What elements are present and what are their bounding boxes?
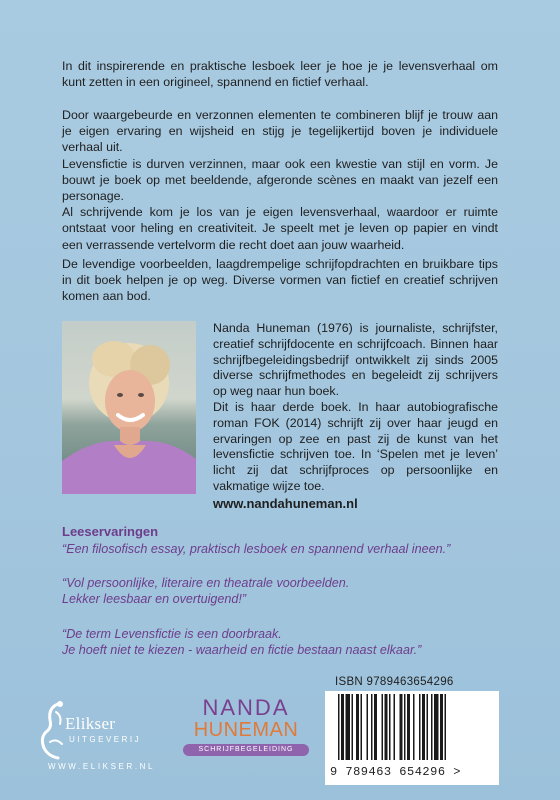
barcode-bar [440,694,443,760]
author-logo-line-2: HUNEMAN [193,719,299,741]
barcode-bar [427,694,429,760]
intro-paragraph-2-line: Door waargebeurde en verzonnen elementen te combineren blijf je trouw aan je eigen ervaring en wijsheid en stijg je tegelijkertijd boven je individuele verhaal uit. [62,108,498,155]
publisher-subtitle: UITGEVERIJ [69,735,142,744]
intro-paragraph-2-line: Levensfictie is durven verzinnen, maar ook een kwestie van stijl en vorm. Je bouwt je boek op met beeldende, afgeronde scènes en maakt van jezelf een personage. [62,156,498,204]
barcode-bar [382,694,384,760]
intro-paragraph-1-text: In dit inspirerende en praktische lesboek leer je hoe je je levensverhaal om kunt zetten in een origineel, spannend en fictief verhaal. [62,59,498,90]
barcode [325,691,499,785]
publisher-url[interactable]: WWW.ELIKSER.NL [48,762,156,771]
intro-paragraph-1 [62,58,498,90]
barcode-bar [434,694,439,760]
barcode-digits: 9 789463 654296 > [330,765,461,779]
review-quote-1 [62,541,482,557]
barcode-bar [431,694,433,760]
review-quote-3-line-2: Je hoeft niet te kiezen - waarheid en fictie bestaan naast elkaar.” [62,643,422,657]
publisher-name: Elikser [65,714,116,733]
review-quote-2-line-1: “Vol persoonlijke, literaire en theatrale voorbeelden. [62,576,350,590]
author-bio [213,321,498,512]
barcode-bar [352,694,354,760]
review-quote-3-line-1: “De term Levensfictie is een doorbraak. [62,627,282,641]
author-photo [62,321,196,494]
barcode-bar [394,694,396,760]
reviews-title: Leeservaringen [62,524,159,539]
barcode-bar [422,694,425,760]
barcode-bar [371,694,373,760]
barcode-bar [374,694,377,760]
barcode-bar [341,694,344,760]
barcode-bar [445,694,447,760]
review-quote-2-line-2: Lekker leesbaar en overtuigend!” [62,592,247,606]
barcode-bar [361,694,363,760]
review-quote-2 [62,575,482,607]
author-logo-band: SCHRIJFBEGELEIDING [183,744,309,756]
author-brand-logo [180,697,312,773]
intro-paragraph-3 [62,256,498,305]
publisher-logo [36,690,156,780]
barcode-bar [407,694,410,760]
barcode-bars [332,694,492,764]
barcode-bar [367,694,369,760]
barcode-bar [346,694,351,760]
barcode-bar [413,694,415,760]
author-website-link[interactable]: www.nandahuneman.nl [213,495,358,511]
intro-paragraph-3-text: De levendige voorbeelden, laagdrempelige schrijfopdrachten en bruikbare tips in dit boek helpen je op weg. Diverse vormen van fictief en creatief schrijven komen aan bod. [62,257,498,304]
author-logo-line-1: NANDA [202,695,290,720]
barcode-bar [389,694,391,760]
author-portrait-illustration [62,321,196,494]
barcode-bar [419,694,421,760]
isbn-label: ISBN 9789463654296 [335,676,454,688]
intro-paragraph-2-line: Al schrijvende kom je los van je eigen levensverhaal, waardoor er ruimte ontstaat voor heling en creativiteit. Je speelt met je leven op papier en vindt een verrassende vertelvorm die recht doet aan jouw waarheid. [62,205,498,252]
review-quote-1-text: “Een filosofisch essay, praktisch lesboek en spannend verhaal ineen.” [62,542,451,556]
intro-paragraph-2 [62,107,498,253]
barcode-bar [404,694,406,760]
barcode-bar [356,694,359,760]
author-bio-paragraph-2: Dit is haar derde boek. In haar autobiografische roman FOK (2014) schrijft zij over haar jeugd en ervaringen op zee en past zij de kunst van het levensfictie schrijven toe. In ‘Spelen met je leven’ licht zij dat schrijfproces op persoonlijke en vakmatige wijze toe. [213,399,498,493]
review-quote-3 [62,626,482,658]
barcode-bar [338,694,340,760]
author-bio-paragraph-1: Nanda Huneman (1976) is journaliste, schrijfster, creatief schrijfdocente en schrijfcoach. Binnen haar schrijfbegeleidingsbedrijf ontwikkelt zij sinds 2005 diverse schrijfmethodes en begeleidt zij schrijvers op weg naar hun boek. [213,321,498,399]
barcode-bar [385,694,388,760]
barcode-bar [400,694,403,760]
